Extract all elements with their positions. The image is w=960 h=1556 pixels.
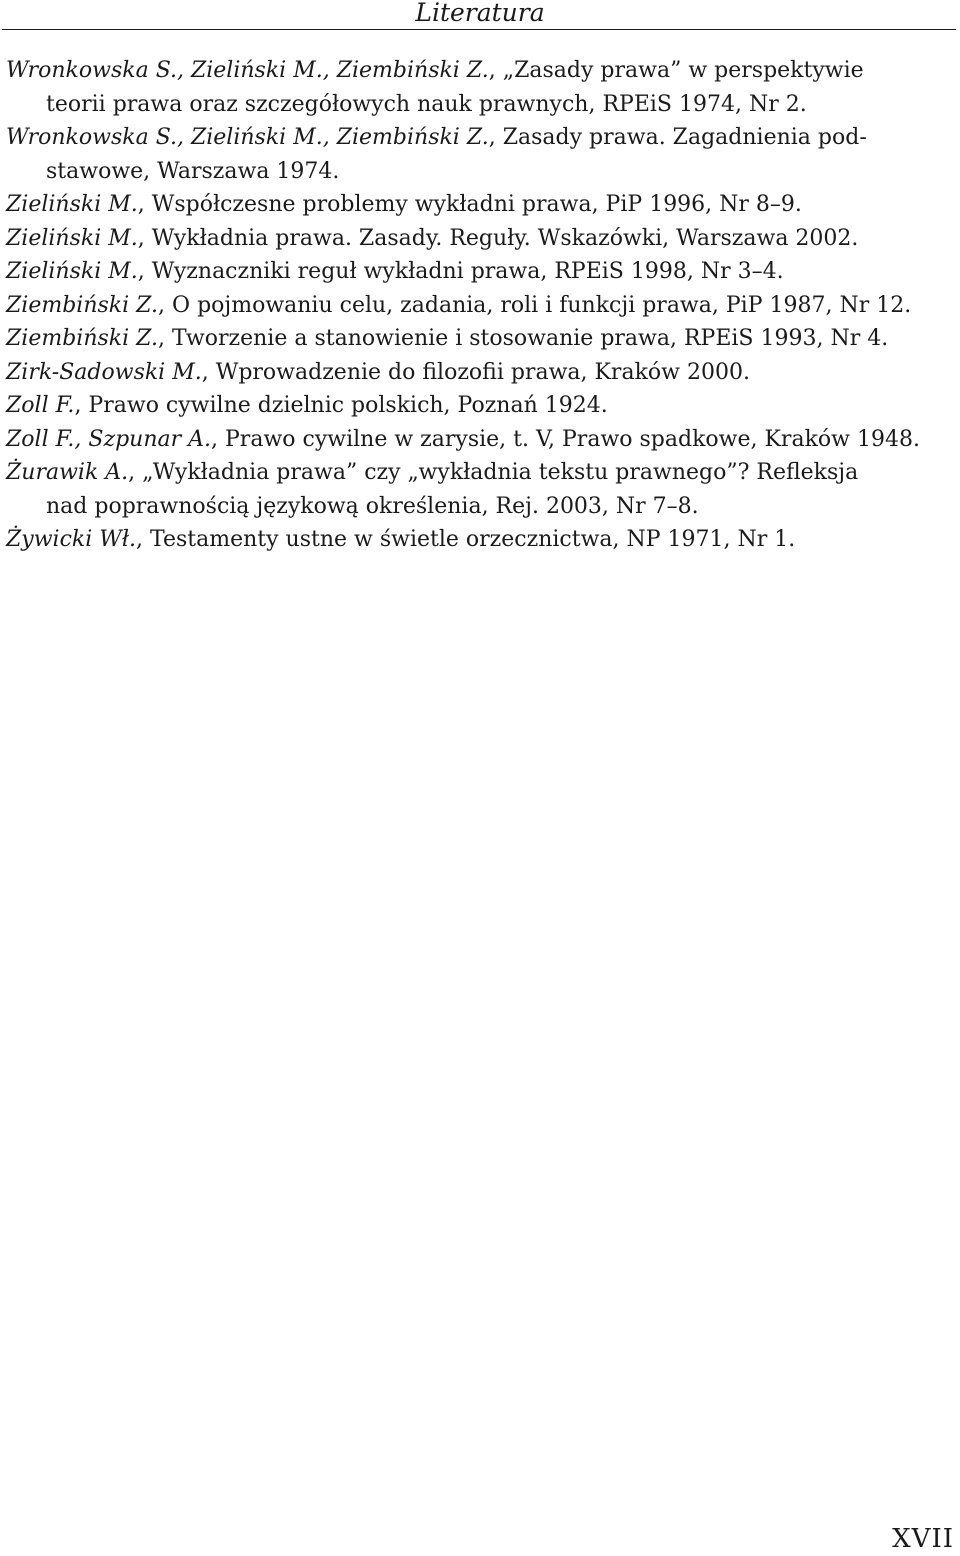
entry-text: , Współczesne problemy wykładni prawa, PiP 1996, Nr 8–9. xyxy=(137,192,802,217)
bibliography-entry xyxy=(6,456,956,523)
bibliography-entry xyxy=(6,423,956,457)
page-number: XVII xyxy=(892,1524,954,1554)
entry-text: , Prawo cywilne w zarysie, t. V, Prawo spadkowe, Kraków 1948. xyxy=(211,426,920,452)
entry-text: , Wprowadzenie do filozofii prawa, Kraków 2000. xyxy=(201,359,750,385)
entry-text: stawowe, Warszawa 1974. xyxy=(46,158,340,184)
entry-text: , Tworzenie a stanowienie i stosowanie prawa, RPEiS 1993, Nr 4. xyxy=(158,326,889,351)
header-divider xyxy=(2,29,956,30)
entry-text: nad poprawnością językową określenia, Rej. 2003, Nr 7–8. xyxy=(46,493,699,519)
running-header-title: Literatura xyxy=(415,0,545,27)
entry-text: teorii prawa oraz szczegółowych nauk prawnych, RPEiS 1974, Nr 2. xyxy=(46,91,807,117)
entry-author: Żurawik A. xyxy=(6,460,129,485)
entry-text: , „Wykładnia prawa” czy „wykładnia tekstu prawnego”? Refleksja xyxy=(128,460,859,485)
bibliography-entry xyxy=(6,222,956,256)
entry-author: Zoll F. xyxy=(6,393,75,418)
entry-author: Zieliński M. xyxy=(6,225,138,251)
bibliography-entry xyxy=(6,523,956,557)
bibliography-entry xyxy=(6,121,956,188)
entry-author: Wronkowska S., Zieliński M., Ziembiński Z. xyxy=(6,58,489,83)
entry-text: , „Zasady prawa” w perspektywie xyxy=(488,58,864,83)
entry-text: , Zasady prawa. Zagadnienia pod- xyxy=(488,125,867,150)
entry-author: Zieliński M. xyxy=(6,192,138,217)
entry-author: Żywicki Wł. xyxy=(6,527,137,552)
bibliography-entry xyxy=(6,389,956,423)
entry-author: Zieliński M. xyxy=(6,259,138,284)
bibliography-entry xyxy=(6,54,956,121)
entry-text: , Testamenty ustne w świetle orzecznictwa, NP 1971, Nr 1. xyxy=(136,527,796,552)
entry-author: Wronkowska S., Zieliński M., Ziembiński Z. xyxy=(6,125,489,150)
bibliography-entry xyxy=(6,356,956,390)
entry-author: Zoll F., Szpunar A. xyxy=(6,426,212,452)
entry-author: Ziembiński Z. xyxy=(6,292,159,318)
entry-text: , Prawo cywilne dzielnic polskich, Poznań 1924. xyxy=(74,393,608,418)
entry-text: , Wykładnia prawa. Zasady. Reguły. Wskazówki, Warszawa 2002. xyxy=(137,225,859,251)
entry-author: Ziembiński Z. xyxy=(6,326,159,351)
entry-text: , Wyznaczniki reguł wykładni prawa, RPEiS 1998, Nr 3–4. xyxy=(137,259,784,284)
bibliography-entry xyxy=(6,289,956,323)
bibliography-entry xyxy=(6,188,956,222)
bibliography-entry xyxy=(6,255,956,289)
bibliography-list xyxy=(6,54,956,557)
entry-text: , O pojmowaniu celu, zadania, roli i funkcji prawa, PiP 1987, Nr 12. xyxy=(158,292,912,318)
entry-author: Zirk-Sadowski M. xyxy=(6,359,202,385)
bibliography-entry xyxy=(6,322,956,356)
